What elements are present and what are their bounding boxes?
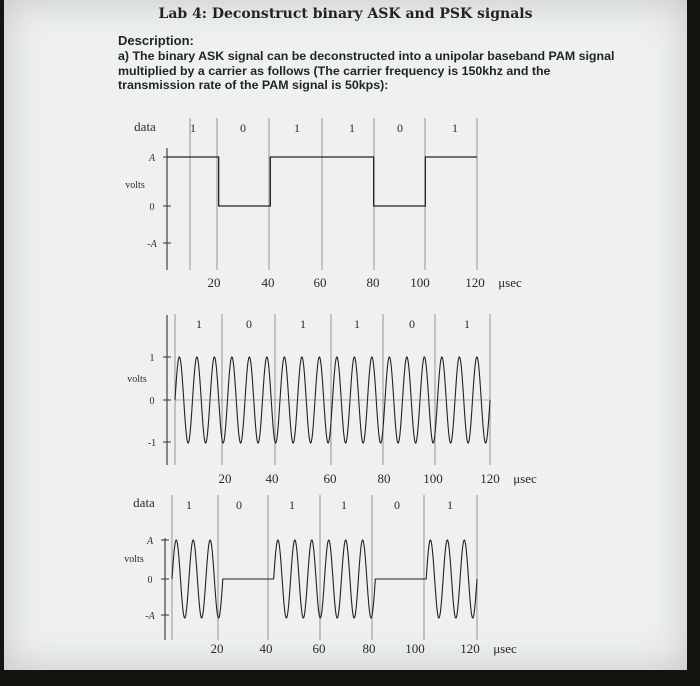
y-tick-label: 0: [149, 202, 155, 213]
data-bit-label: 0: [397, 121, 403, 135]
x-tick-label: 60: [312, 641, 326, 656]
data-bit-label: 1: [341, 498, 347, 512]
x-tick-label: 20: [218, 471, 232, 486]
x-unit-label: μsec: [493, 641, 517, 656]
x-unit-label: μsec: [513, 471, 537, 486]
y-tick-label: 0: [149, 396, 155, 407]
x-tick-label: 120: [480, 471, 500, 486]
x-tick-label: 60: [323, 471, 337, 486]
x-tick-label: 80: [377, 471, 391, 486]
data-bit-label: 1: [300, 317, 306, 331]
data-row-label: data: [134, 119, 156, 134]
x-tick-label: 80: [362, 641, 376, 656]
data-bit-label: 0: [394, 498, 400, 512]
y-tick-label: -1: [147, 438, 157, 449]
data-bit-label: 1: [190, 121, 196, 135]
y-tick-label: 0: [147, 575, 153, 586]
y-tick-label: A: [146, 536, 154, 547]
x-tick-label: 20: [207, 275, 221, 290]
data-bit-label: 1: [447, 498, 453, 512]
data-bit-label: 1: [354, 317, 360, 331]
y-axis-label: volts: [125, 180, 145, 191]
y-tick-label: -A: [145, 611, 155, 622]
y-axis-label: volts: [127, 374, 147, 385]
y-tick-label: 1: [149, 353, 155, 364]
data-row-label: data: [133, 495, 155, 510]
page-title: Lab 4: Deconstruct binary ASK and PSK signals: [158, 6, 533, 22]
data-bit-label: 1: [349, 121, 355, 135]
x-tick-label: 100: [405, 641, 425, 656]
y-axis-label: volts: [124, 554, 144, 565]
description-text: a) The binary ASK signal can be deconstructed into a unipolar baseband PAM signal multiplied by a carrier as follows (The carrier frequency is 150khz and the transmission rate of the PAM signal is 50kps):: [118, 49, 615, 93]
x-tick-label: 20: [210, 641, 224, 656]
x-unit-label: μsec: [498, 275, 522, 290]
x-tick-label: 120: [465, 275, 485, 290]
data-bit-label: 0: [246, 317, 252, 331]
data-bit-label: 0: [236, 498, 242, 512]
x-tick-label: 40: [259, 641, 273, 656]
x-tick-label: 100: [410, 275, 430, 290]
x-tick-label: 120: [460, 641, 480, 656]
x-tick-label: 100: [423, 471, 443, 486]
data-bit-label: 0: [409, 317, 415, 331]
x-tick-label: 40: [261, 275, 275, 290]
data-bit-label: 0: [240, 121, 246, 135]
data-bit-label: 1: [289, 498, 295, 512]
x-tick-label: 40: [265, 471, 279, 486]
y-tick-label: A: [148, 153, 156, 164]
data-bit-label: 1: [196, 317, 202, 331]
y-tick-label: -A: [147, 239, 157, 250]
description-heading: Description:: [118, 33, 194, 48]
x-tick-label: 80: [366, 275, 380, 290]
x-tick-label: 60: [313, 275, 327, 290]
data-bit-label: 1: [464, 317, 470, 331]
data-bit-label: 1: [452, 121, 458, 135]
data-bit-label: 1: [186, 498, 192, 512]
data-bit-label: 1: [294, 121, 300, 135]
